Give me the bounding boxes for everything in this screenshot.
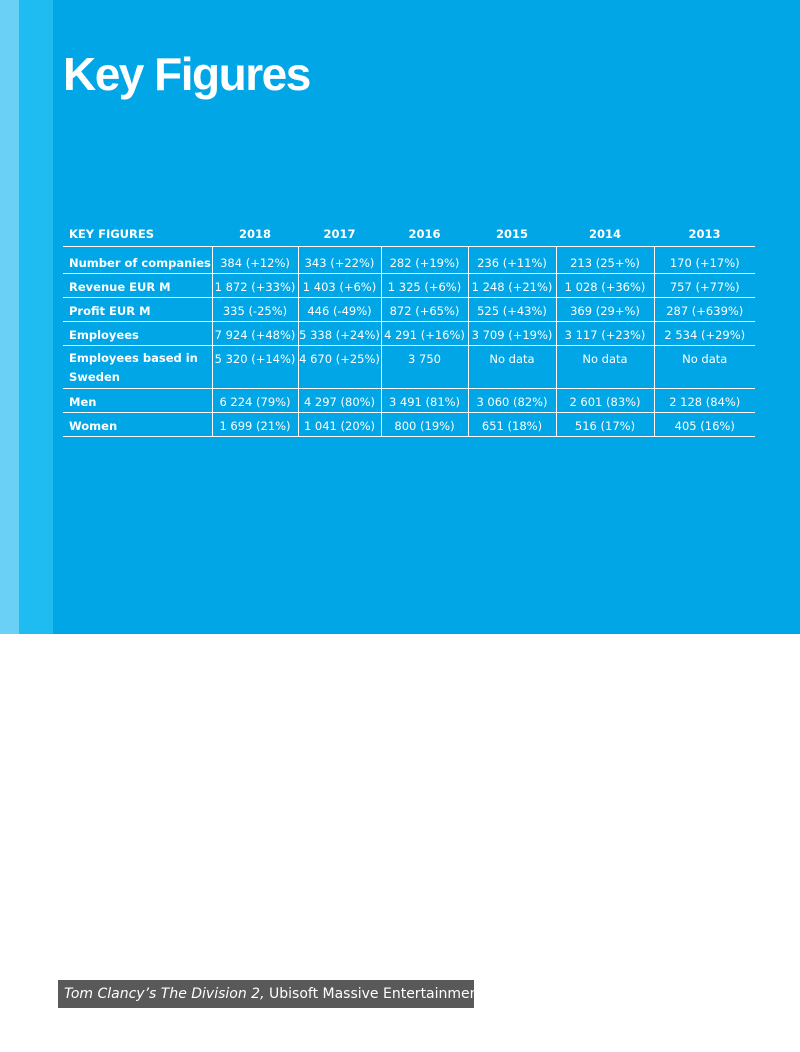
row-label: Number of companies: [63, 247, 212, 274]
table-cell: 1 325 (+6%): [381, 274, 468, 298]
table-row: [63, 389, 755, 413]
table-cell: 1 248 (+21%): [468, 274, 556, 298]
table-cell: 282 (+19%): [381, 247, 468, 274]
header-year: 2013: [654, 222, 755, 247]
table-row: [63, 322, 755, 346]
header-year: 2016: [381, 222, 468, 247]
row-label: Men: [63, 389, 212, 413]
image-caption: [58, 980, 485, 1008]
table-cell: 651 (18%): [468, 413, 556, 437]
table-cell: 1 041 (20%): [298, 413, 381, 437]
table-cell: 343 (+22%): [298, 247, 381, 274]
table-header-row: [63, 222, 755, 247]
row-label: Women: [63, 413, 212, 437]
row-label: Revenue EUR M: [63, 274, 212, 298]
table-cell: 236 (+11%): [468, 247, 556, 274]
table-cell: 369 (29+%): [556, 298, 654, 322]
table-cell: 800 (19%): [381, 413, 468, 437]
left-stripe-light: [0, 0, 19, 634]
caption-studio: Ubisoft Massive Entertainment: [269, 986, 485, 1002]
table-cell: 525 (+43%): [468, 298, 556, 322]
table-cell: 2 128 (84%): [654, 389, 755, 413]
table-cell: 7 924 (+48%): [212, 322, 298, 346]
table-cell: 1 403 (+6%): [298, 274, 381, 298]
table-cell: 3 060 (82%): [468, 389, 556, 413]
header-key-figures: KEY FIGURES: [63, 222, 212, 247]
row-label: Profit EUR M: [63, 298, 212, 322]
table-cell: 3 750: [381, 346, 468, 389]
table-cell: 335 (-25%): [212, 298, 298, 322]
table-cell: 3 117 (+23%): [556, 322, 654, 346]
table-cell: No data: [556, 346, 654, 389]
table-cell: 6 224 (79%): [212, 389, 298, 413]
table-cell: 3 491 (81%): [381, 389, 468, 413]
table-cell: 2 534 (+29%): [654, 322, 755, 346]
table-cell: No data: [654, 346, 755, 389]
left-stripe-mid: [19, 0, 53, 634]
header-year: 2017: [298, 222, 381, 247]
table-cell: 516 (17%): [556, 413, 654, 437]
table-cell: 405 (16%): [654, 413, 755, 437]
table-cell: 1 699 (21%): [212, 413, 298, 437]
table-cell: 3 709 (+19%): [468, 322, 556, 346]
table-cell: 1 872 (+33%): [212, 274, 298, 298]
table-cell: 384 (+12%): [212, 247, 298, 274]
table-cell: 4 291 (+16%): [381, 322, 468, 346]
header-year: 2015: [468, 222, 556, 247]
table-cell: 213 (25+%): [556, 247, 654, 274]
table-row: [63, 413, 755, 437]
table-cell: 5 338 (+24%): [298, 322, 381, 346]
table-cell: 2 601 (83%): [556, 389, 654, 413]
table-row: [63, 298, 755, 322]
table-cell: 757 (+77%): [654, 274, 755, 298]
page-title: Key Figures: [63, 48, 310, 100]
row-label: Employees based in Sweden: [63, 346, 212, 389]
header-year: 2014: [556, 222, 654, 247]
table-row: [63, 346, 755, 389]
table-cell: 287 (+639%): [654, 298, 755, 322]
table-cell: 4 670 (+25%): [298, 346, 381, 389]
table-cell: 170 (+17%): [654, 247, 755, 274]
caption-game-title: Tom Clancy’s The Division 2,: [64, 986, 265, 1002]
table-cell: 446 (-49%): [298, 298, 381, 322]
table-cell: 5 320 (+14%): [212, 346, 298, 389]
table-row: [63, 274, 755, 298]
row-label: Employees: [63, 322, 212, 346]
table-cell: 4 297 (80%): [298, 389, 381, 413]
table-cell: 872 (+65%): [381, 298, 468, 322]
table-cell: No data: [468, 346, 556, 389]
key-figures-table: [63, 222, 755, 437]
table-row: [63, 247, 755, 274]
header-year: 2018: [212, 222, 298, 247]
table-cell: 1 028 (+36%): [556, 274, 654, 298]
